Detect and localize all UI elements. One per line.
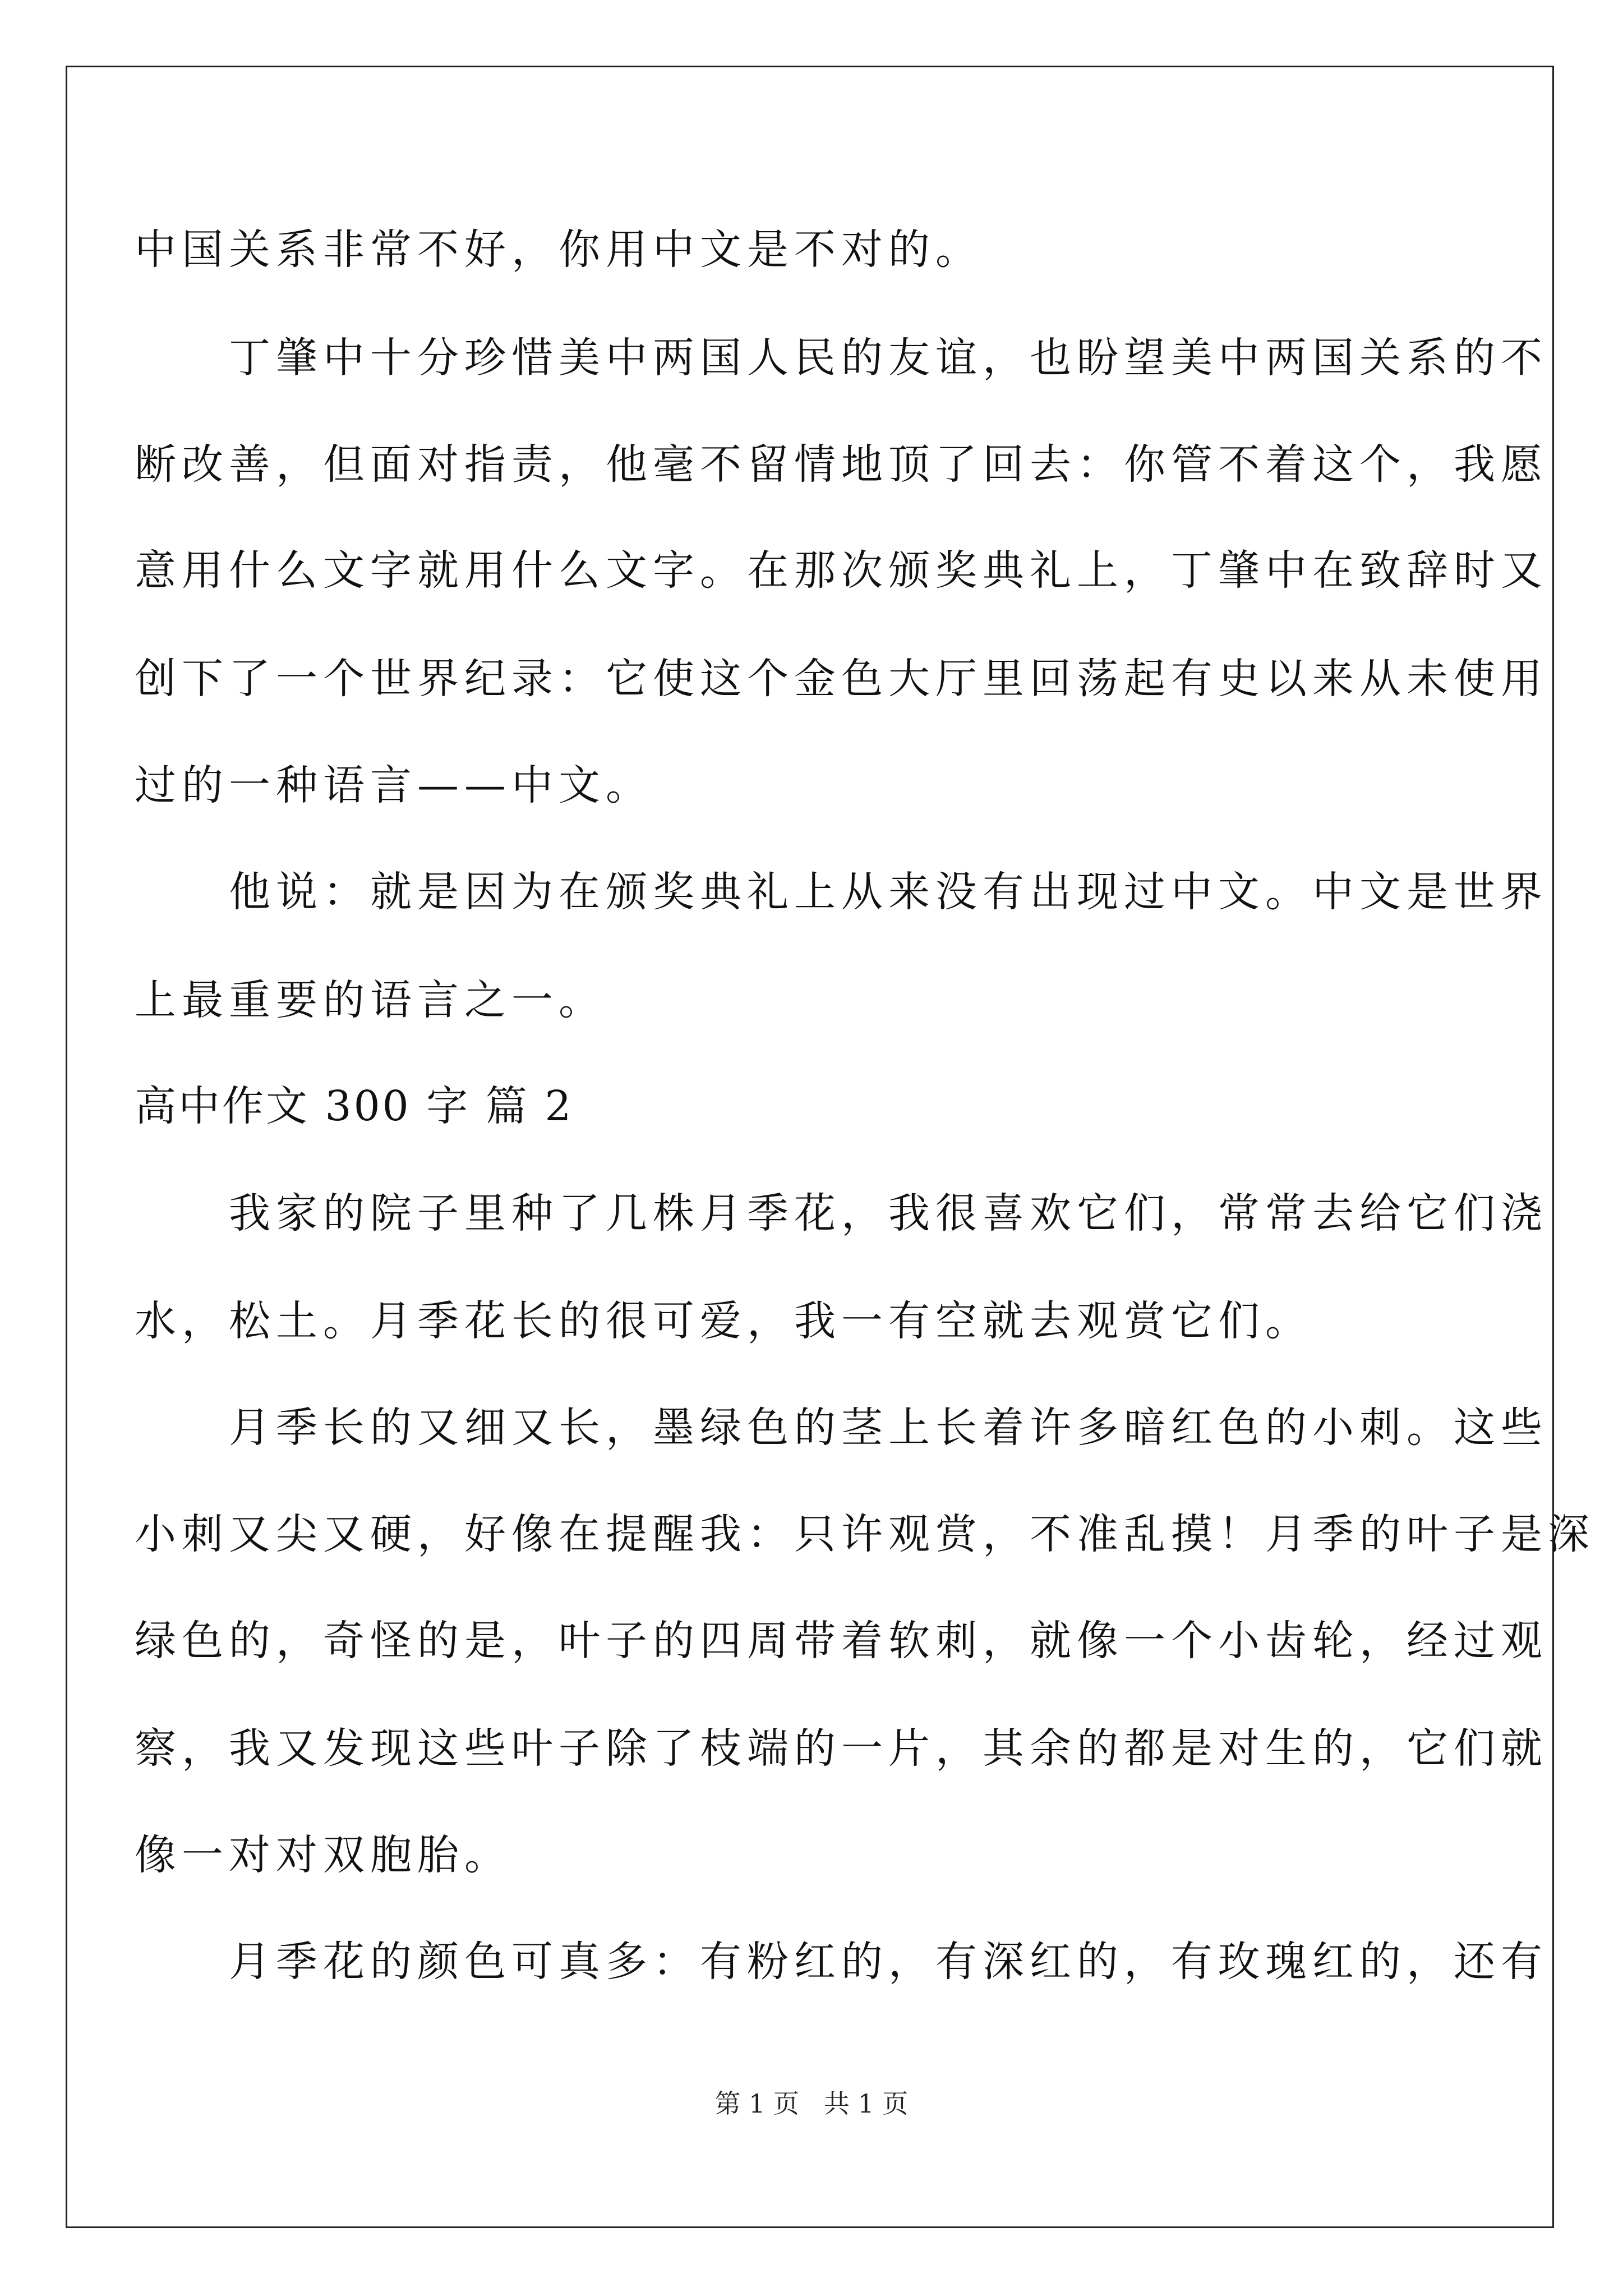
text-line: 我家的院子里种了几株月季花，我很喜欢它们，常常去给它们浇	[135, 1189, 1548, 1237]
section-heading: 高中作文 300 字 篇 2	[135, 1082, 574, 1130]
text-line: 绿色的，奇怪的是，叶子的四周带着软刺，就像一个小齿轮，经过观	[135, 1617, 1548, 1665]
text-line: 过的一种语言——中文。	[135, 761, 653, 809]
text-line: 水，松土。月季花长的很可爱，我一有空就去观赏它们。	[135, 1297, 1312, 1345]
page-footer: 第 1 页 共 1 页	[714, 2088, 909, 2119]
text-line: 中国关系非常不好，你用中文是不对的。	[135, 226, 983, 274]
text-line: 创下了一个世界纪录：它使这个金色大厅里回荡起有史以来从未使用	[135, 655, 1548, 703]
text-line: 像一对对双胞胎。	[135, 1831, 511, 1879]
text-line: 他说：就是因为在颁奖典礼上从来没有出现过中文。中文是世界	[135, 868, 1548, 916]
text-line: 察，我又发现这些叶子除了枝端的一片，其余的都是对生的，它们就	[135, 1724, 1548, 1773]
page-border	[66, 66, 1595, 2228]
text-line: 断改善，但面对指责，他毫不留情地顶了回去：你管不着这个，我愿	[135, 440, 1548, 489]
text-line: 小刺又尖又硬，好像在提醒我：只许观赏，不准乱摸！月季的叶子是深	[135, 1510, 1595, 1558]
text-line: 意用什么文字就用什么文字。在那次颁奖典礼上，丁肇中在致辞时又	[135, 546, 1548, 595]
text-line: 丁肇中十分珍惜美中两国人民的友谊，也盼望美中两国关系的不	[135, 334, 1548, 382]
text-line: 月季长的又细又长，墨绿色的茎上长着许多暗红色的小刺。这些	[135, 1404, 1548, 1452]
text-line: 月季花的颜色可真多：有粉红的，有深红的，有玫瑰红的，还有	[135, 1938, 1548, 1986]
text-line: 上最重要的语言之一。	[135, 976, 606, 1024]
